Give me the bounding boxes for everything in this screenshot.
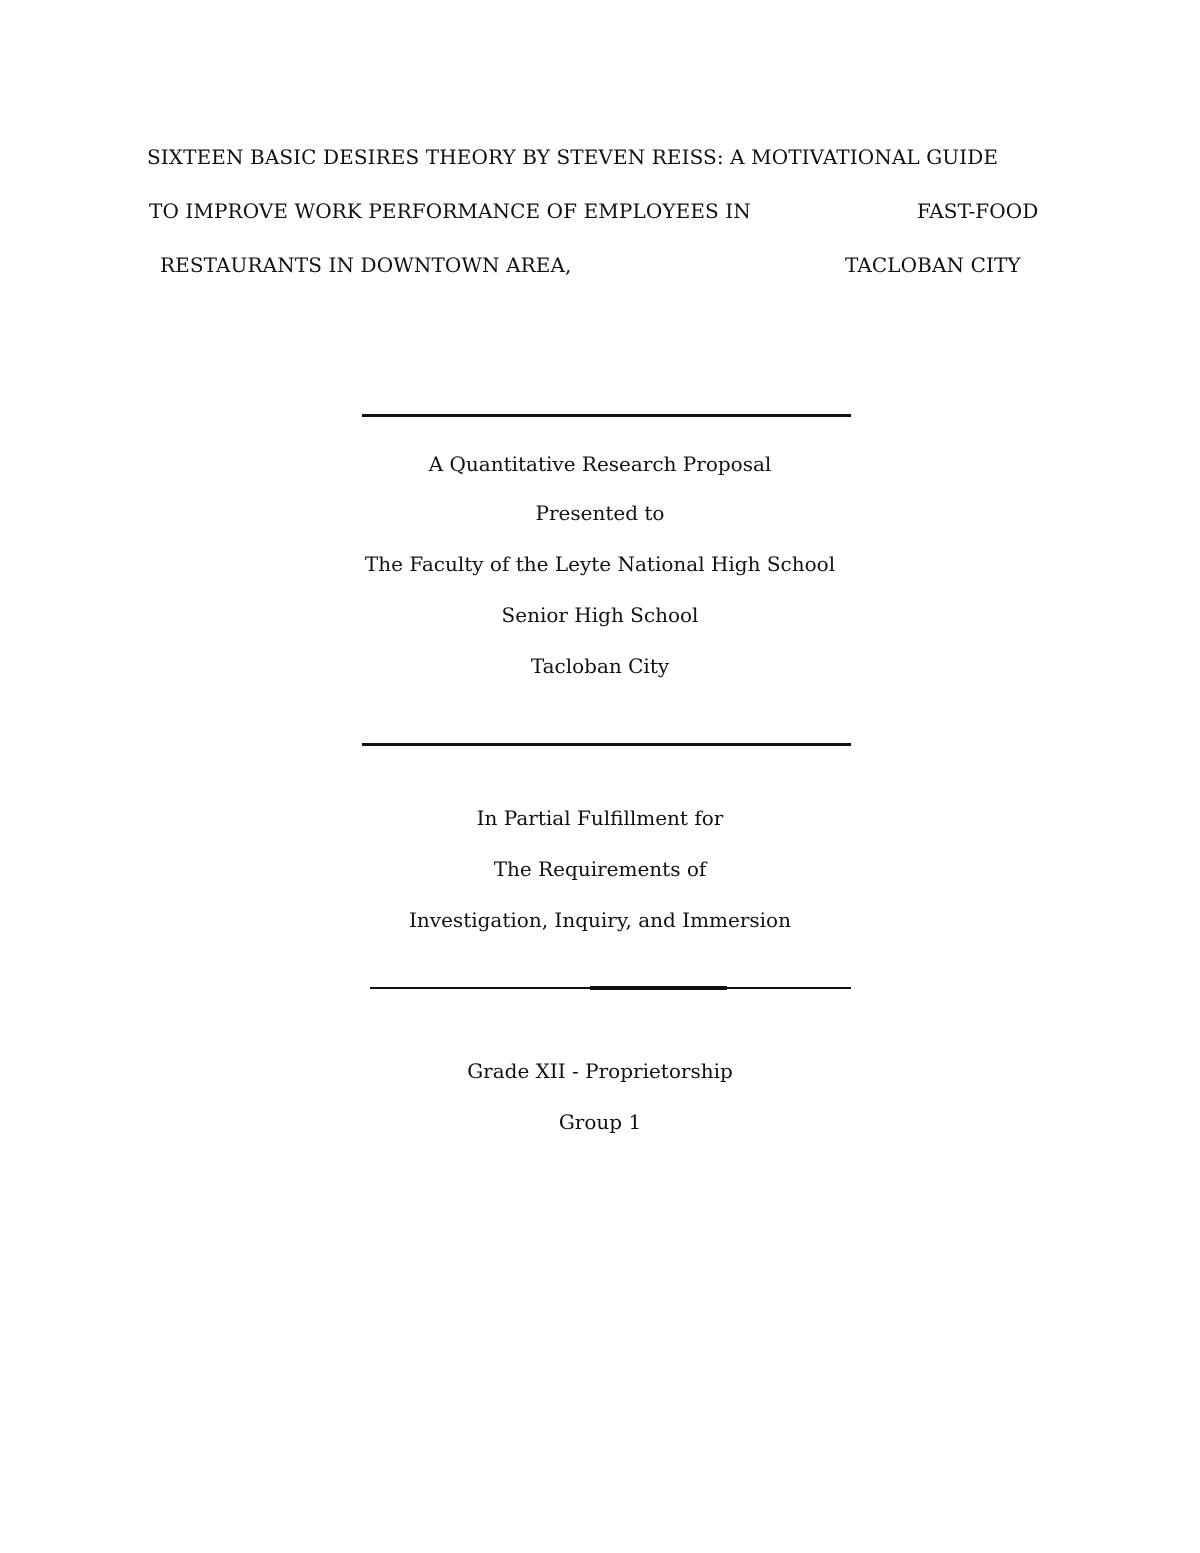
school-division: Senior High School bbox=[501, 603, 699, 627]
group-number: Group 1 bbox=[558, 1110, 642, 1134]
fulfillment-line-1: In Partial Fulfillment for bbox=[476, 806, 724, 830]
title-line-3-right: TACLOBAN CITY bbox=[845, 253, 1021, 277]
fulfillment-line-2: The Requirements of bbox=[493, 857, 707, 881]
title-line-2-left: TO IMPROVE WORK PERFORMANCE OF EMPLOYEES IN bbox=[149, 199, 751, 223]
grade-section: Grade XII - Proprietorship bbox=[467, 1059, 733, 1083]
divider-rule-3-thick-segment bbox=[590, 986, 727, 990]
faculty-name: The Faculty of the Leyte National High School bbox=[364, 552, 836, 576]
title-line-1: SIXTEEN BASIC DESIRES THEORY BY STEVEN REISS: A MOTIVATIONAL GUIDE bbox=[147, 145, 999, 169]
title-line-3-left: RESTAURANTS IN DOWNTOWN AREA, bbox=[160, 253, 572, 277]
school-city: Tacloban City bbox=[530, 654, 670, 678]
divider-rule-2 bbox=[362, 743, 851, 746]
title-line-2-right: FAST-FOOD bbox=[917, 199, 1039, 223]
subject-name: Investigation, Inquiry, and Immersion bbox=[409, 908, 791, 932]
divider-rule-1 bbox=[362, 414, 851, 417]
proposal-type: A Quantitative Research Proposal bbox=[428, 452, 772, 476]
presented-to: Presented to bbox=[535, 501, 665, 525]
